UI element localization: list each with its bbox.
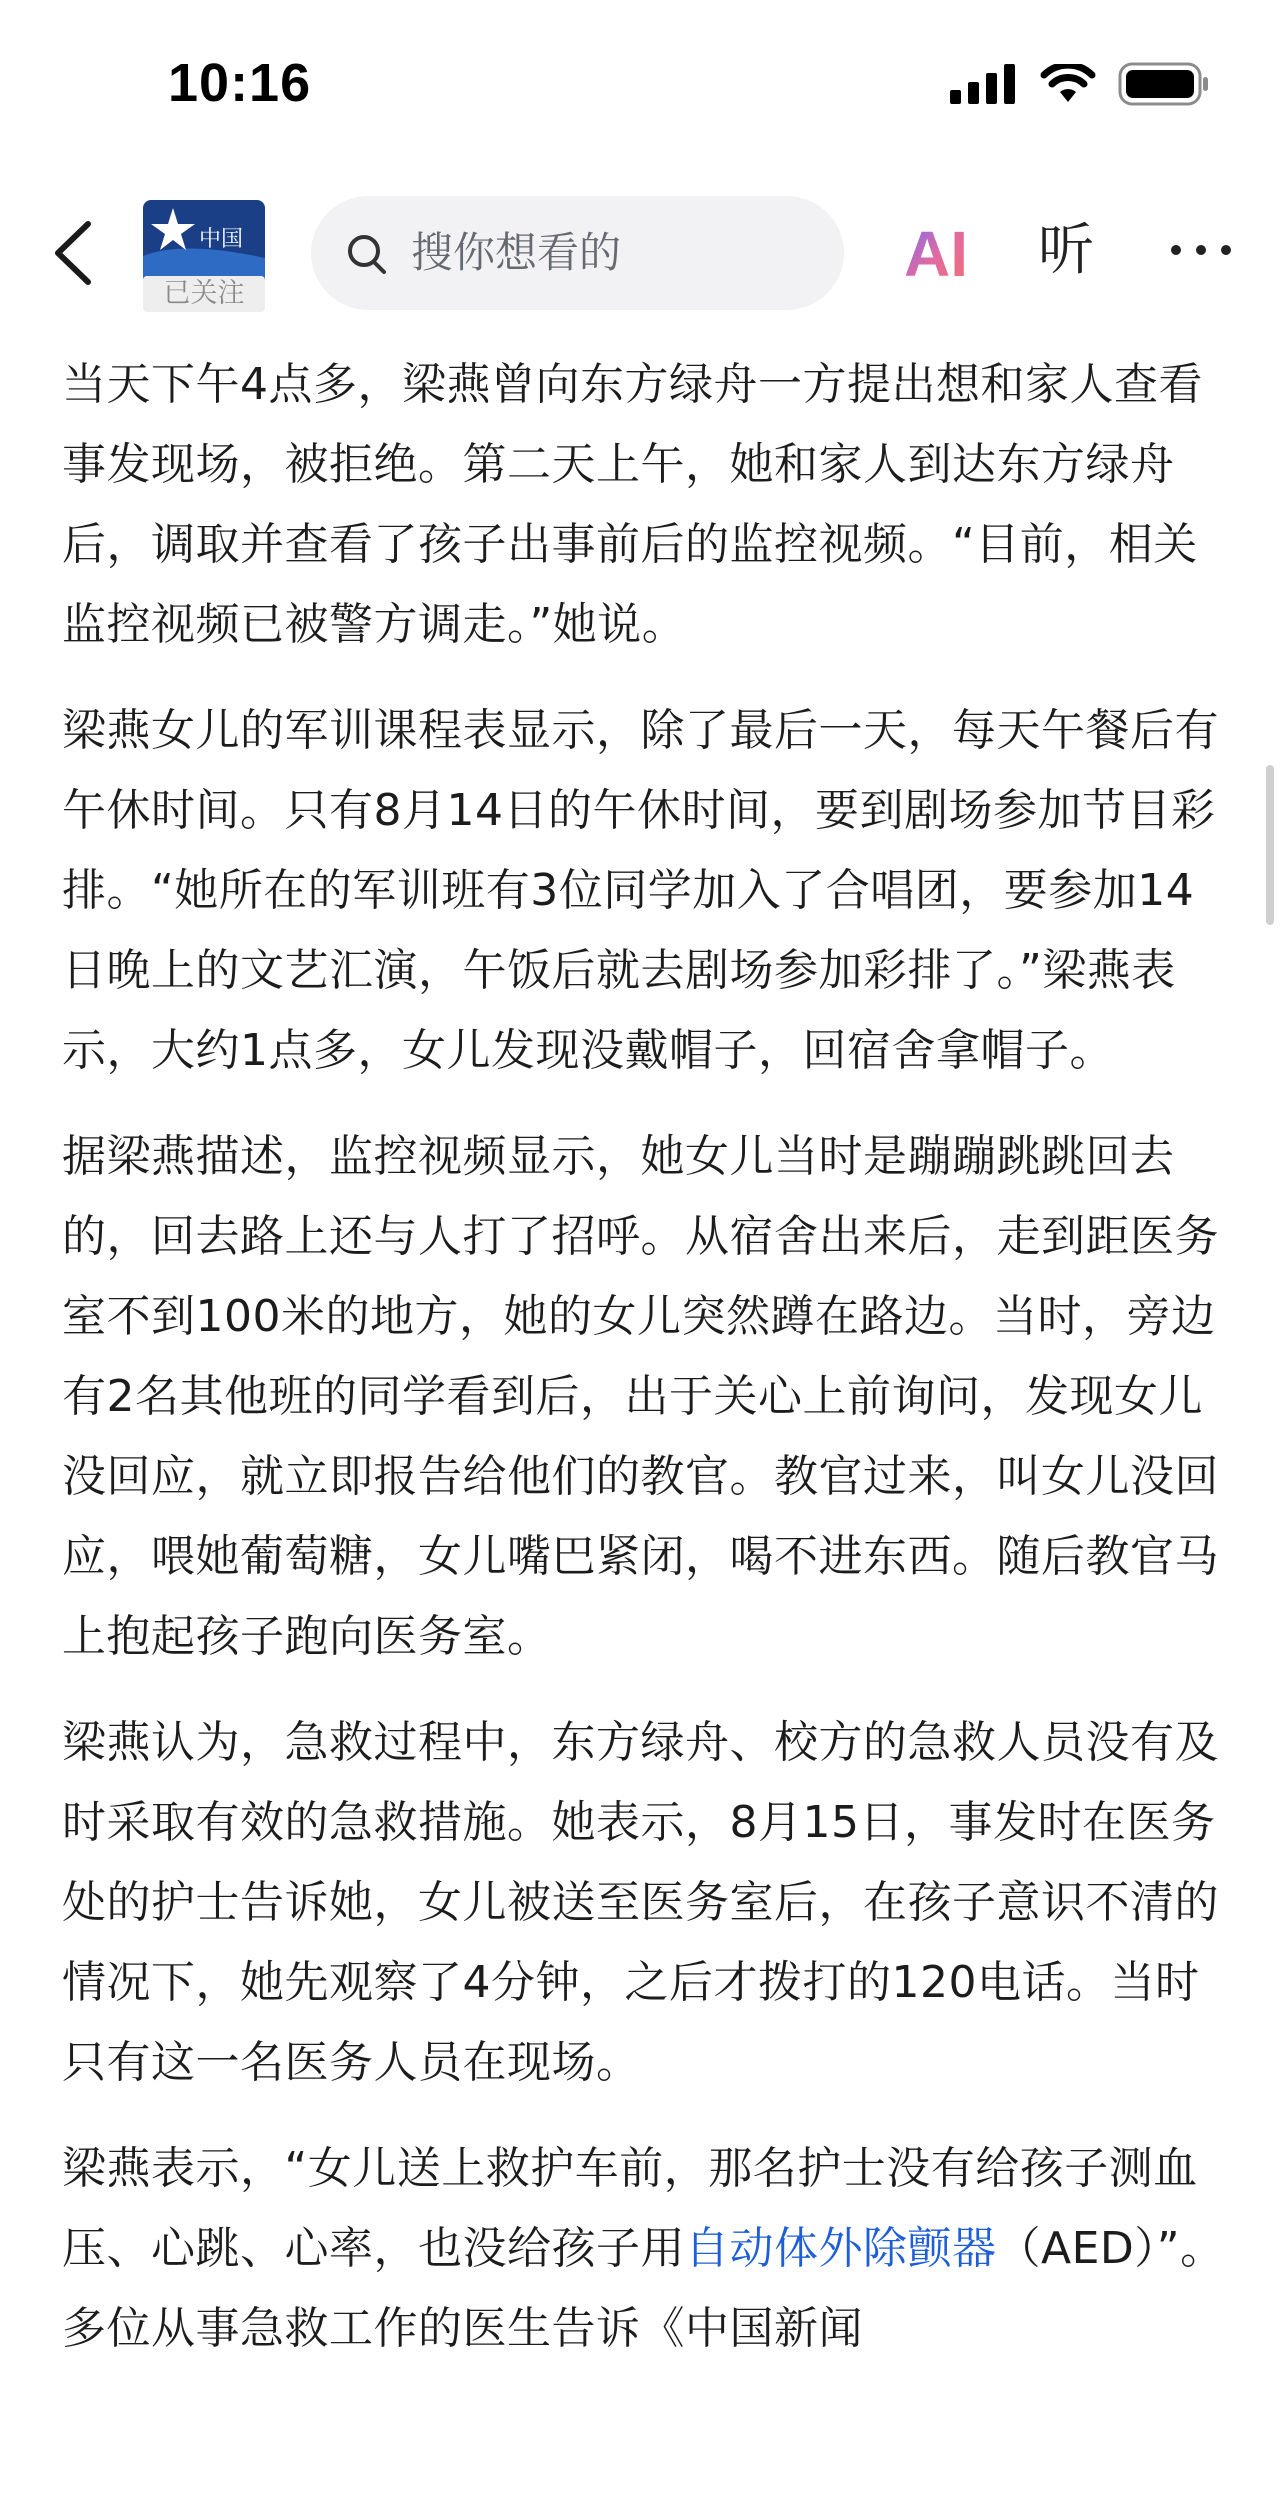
article-paragraph: 当天下午4点多，梁燕曾向东方绿舟一方提出想和家人查看事发现场，被拒绝。第二天上午，她和家人到达东方绿舟后，调取并查看了孩子出事前后的监控视频。“目前，相关监控视频已被警方调走。”她说。 bbox=[62, 359, 1203, 650]
followed-label[interactable]: 已关注 bbox=[143, 276, 265, 312]
more-dots-icon[interactable] bbox=[1168, 240, 1234, 260]
cellular-signal-icon bbox=[950, 64, 1018, 104]
article-paragraph: 据梁燕描述，监控视频显示，她女儿当时是蹦蹦跳跳回去的，回去路上还与人打了招呼。从宿舍出来后，走到距医务室不到100米的地方，她的女儿突然蹲在路边。当时，旁边有2名其他班的同学看到后，出于关心上前询问，发现女儿没回应，就立即报告给他们的教官。教官过来，叫女儿没回应，喂她葡萄糖，女儿嘴巴紧闭，喝不进东西。随后教官马上抱起孩子跑向医务室。 bbox=[62, 1131, 1219, 1662]
aed-link[interactable]: 自动体外除颤器 bbox=[685, 2223, 997, 2274]
article-paragraph: 梁燕认为，急救过程中，东方绿舟、校方的急救人员没有及时采取有效的急救措施。她表示，8月15日，事发时在医务处的护士告诉她，女儿被送至医务室后，在孩子意识不清的情况下，她先观察了4分钟，之后才拨打的120电话。当时只有这一名医务人员在现场。 bbox=[62, 1717, 1219, 2088]
ai-label: AI bbox=[904, 218, 968, 290]
account-avatar[interactable] bbox=[143, 200, 265, 280]
article-header bbox=[0, 188, 1280, 318]
listen-button[interactable]: 听 bbox=[1038, 218, 1094, 283]
search-placeholder: 搜你想看的 bbox=[411, 228, 622, 277]
article-body bbox=[62, 345, 1234, 2395]
article-paragraph bbox=[62, 2129, 1234, 2369]
status-time: 10:16 bbox=[168, 53, 312, 113]
chevron-left-icon[interactable] bbox=[44, 218, 104, 288]
status-icons bbox=[950, 62, 1210, 106]
wifi-icon bbox=[1040, 64, 1096, 104]
ai-icon[interactable] bbox=[900, 212, 980, 292]
paragraph-text: 梁燕表示，“女儿送上救护车前，那名护士没有给孩子测血压、心跳、心率，也没给孩子用 bbox=[62, 2143, 1198, 2274]
article-paragraph: 梁燕女儿的军训课程表显示，除了最后一天，每天午餐后有午休时间。只有8月14日的午休时间，要到剧场参加节目彩排。“她所在的军训班有3位同学加入了合唱团，要参加14日晚上的文艺汇演，午饭后就去剧场参加彩排了。”梁燕表示，大约1点多，女儿发现没戴帽子，回宿舍拿帽子。 bbox=[62, 705, 1219, 1076]
paragraph-text: （AED）”。多位从事急救工作的医生告诉《中国新闻 bbox=[62, 2223, 1225, 2354]
status-bar bbox=[0, 0, 1280, 170]
battery-icon bbox=[1118, 62, 1210, 106]
search-icon bbox=[345, 232, 389, 276]
scroll-indicator[interactable] bbox=[1266, 765, 1274, 925]
search-input[interactable] bbox=[311, 196, 844, 310]
account-badge-text: 中国 bbox=[199, 227, 244, 252]
